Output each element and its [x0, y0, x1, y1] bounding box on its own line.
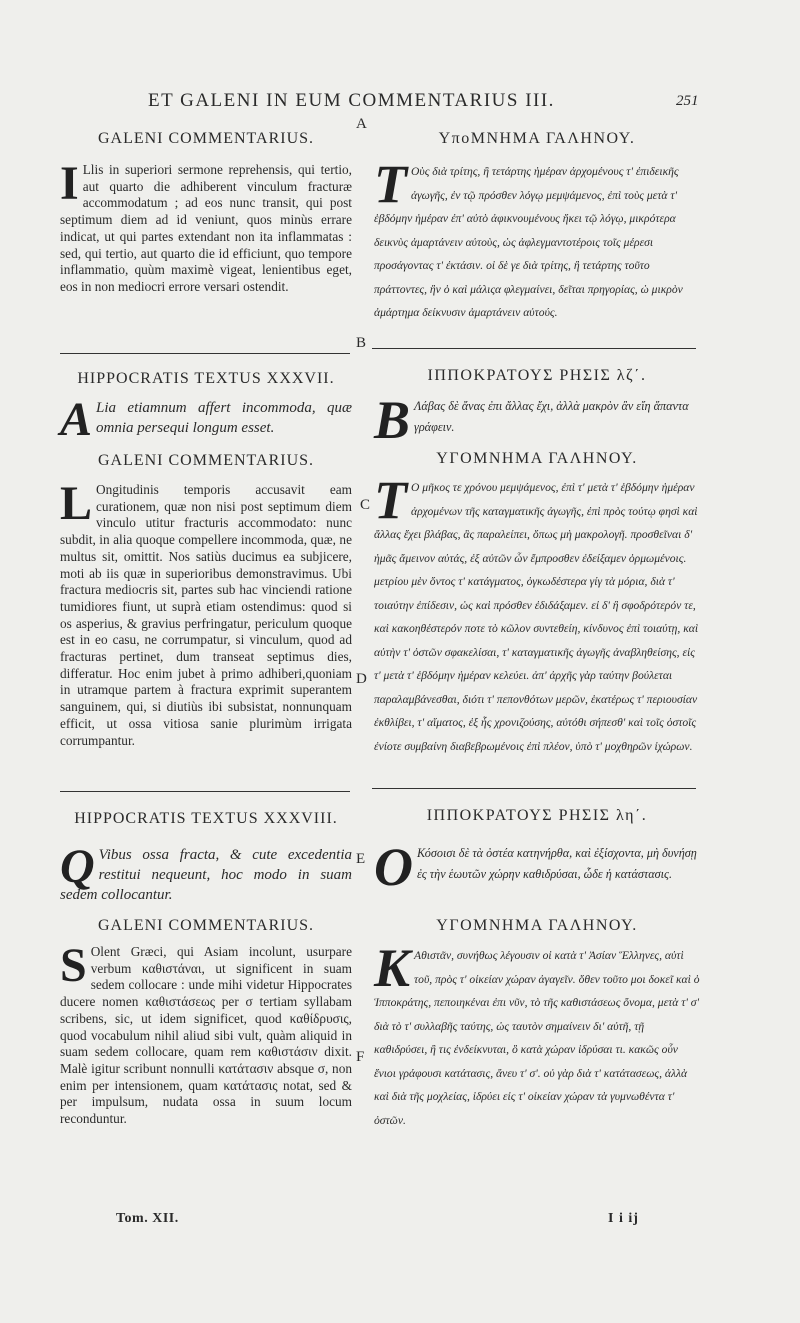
drop-cap: Q	[60, 840, 95, 893]
galeni-heading-2: GALENI COMMENTARIUS.	[97, 452, 315, 469]
galeni-commentary-3	[60, 939, 352, 1128]
drop-cap: Τ	[374, 154, 407, 214]
section-rule	[60, 353, 350, 354]
greek-commentary-2	[374, 470, 700, 758]
margin-letter-c: C	[360, 497, 371, 513]
margin-letter-f: F	[356, 1049, 365, 1065]
margin-letter-e: E	[356, 851, 366, 867]
margin-letter-a: A	[356, 116, 367, 132]
greek-heading-3: ΥΓΟΜΝΗΜΑ ΓΑΛΗΝΟΥ.	[436, 917, 638, 934]
running-title: ET GALENI IN EUM COMMENTARIUS III.	[148, 90, 555, 111]
hippocratis-heading-37: HIPPOCRATIS TEXTUS XXXVII.	[77, 370, 335, 387]
greek-heading-38: ΙΠΠΟΚΡΑΤΟΥΣ ΡΗΣΙΣ λη΄.	[426, 807, 648, 824]
drop-cap: Τ	[374, 470, 407, 530]
greek-heading-37: ΙΠΠΟΚΡΑΤΟΥΣ ΡΗΣΙΣ λζ΄.	[427, 367, 647, 384]
section-rule	[60, 791, 350, 792]
volume-footer: Tom. XII.	[116, 1211, 179, 1226]
hippocratis-text-37	[60, 393, 352, 446]
drop-cap: A	[60, 393, 93, 446]
galeni-heading-1: GALENI COMMENTARIUS.	[97, 130, 315, 147]
greek-text-38	[374, 837, 700, 897]
greek-text-37	[374, 390, 700, 450]
commentary-text: Αθιστᾶν, συνήθως λέγουσιν οἱ κατὰ τ' Ἀσίαν Ἕλληνες, αὐτὶ τοῦ, πρὸς τ' οἰκείαν χώραν ἀγαγεῖν. ὅθεν τοῦτο μοι δοκεῖ καὶ ὁ Ἱπποκράτης, πεποιηκέναι ἐπι νῦν, τὸ τῆς καθιστάσεως ὄνομα, μετὰ τ' σ' διὰ τὸ τ' συλλαβῆς ταύτης, ὡς ταυτὸν σημαίνειν δι' αὐτῆ, τῇ καθιδρύσει, ἢ τις ἐνδείκνυται, ὃ κατὰ χώραν ἱδρύσαι τι. κακῶς οὖν ἔνιοι γράφουσι κατάτασις, ἄνευ τ' σ'. οὐ γὰρ διὰ τ' κατάτασεως, ἀλλὰ καὶ διὰ τῆς μοχλείας, ἱδρύει εἰς τ' οἰκείαν χώραν τὰ γυμνωθέντα τ' ὀστῶν.	[374, 949, 700, 1127]
greek-commentary-3	[374, 938, 700, 1132]
greek-heading-1: ΥποΜΝΗΜΑ ΓΑΛΗΝΟΥ.	[438, 130, 636, 147]
signature-mark: I i ij	[608, 1211, 639, 1226]
commentary-text: Llis in superiori sermone reprehensis, qui tertio, aut quarto die adhiberent vinculum fracturæ accommodatum ; ad eos nunc transit, qui post septimum diem ad id veniunt, quos minùs errare indicat, ut qui partes extendant non ita inflammatas : sed, qui tertio, aut quarto die id efficiunt, quo tempore inflammatio, quùm maximè vigeat, lenientibus eget, eos in non mediocri errore versari ostendit.	[60, 162, 352, 294]
commentary-text: Ongitudinis temporis accusavit eam curationem, quæ non nisi post septimum diem vinculo utitur fracturis accommodato: nunc subdit, in alia quoque compellere incommoda, quæ, ne multus sit, omittit. Nos satiùs ducimus ea subjicere, moti ab iis quæ in superioribus demonstravimus. Ubi fractura mediocris sit, partes sub hac vinciendi ratione tumidiores fiunt, ut suprà etiam ostendimus: quod si os asperius, & gravius perfringatur, periculum quoque est in eo casu, ne corrumpatur, si vinculum, quod ad fracturas pertinet, dum transeat septimus dies, differatur. Hoc enim jubet à primo adhiberi,quoniam in utramque partem à fractura exprimit superantem sanguinem, qui, si diutiùs ibi subsistat, nonnunquam efficit, ut ossa vitiosa sanie plurimùm irrigata corrumpantur.	[60, 482, 352, 748]
page-number: 251	[676, 93, 699, 109]
drop-cap: Ο	[374, 837, 413, 897]
text: Κόσοισι δὲ τὰ ὀστέα κατηνήρθα, καὶ ἐξίσχοντα, μὴ δυνήσῃ ἐς τὴν ἑωυτῶν χώρην καθιδρύσαι, ὧδε ἡ κατάστασις.	[417, 846, 697, 881]
commentary-text: Ο μῆκος τε χρόνου μεμψάμενος, ἐπὶ τ' μετὰ τ' ἑβδόμην ἡμέραν ἀρχομένων τῆς καταγματικῆς ἀγωγῆς, ἐπὶ πρὸς τούτῳ φησὶ καὶ ἄλλας ἔχει βλάβας, ἃς παραλείπει, ὅπως μὴ μακρολογῆ. προσθεῖναι δ' ἡμᾶς ἄμεινον αὐτάς, ἐξ αὐτῶν ὧν ἔμπροσθεν ἐδείξαμεν ὁρμωμένοις. μετρίου μὲν ὄντος τ' κατάγματος, ὀγκωδέστερα γίγ τὰ μόρια, διὰ τ' τοιαύτην ἐπίδεσιν, ὡς καὶ πρόσθεν ἐδιδάξαμεν. εἰ δ' ἢ σφοδρότερόν τε, καὶ κακοηθέστερόν ποτε τὸ κῶλον συντεθείη, κίνδυνος ἐπὶ τοιαύτῃ, καὶ αὐτὴν τ' ὀστῶν σφακελίσαι, τ' καταγματικῆς ἀγωγῆς ἀναβληθείσης, εἰς τ' μετὰ τ' ἑβδόμην ἡμέραν κελεύει. ἀπ' ἀρχῆς γὰρ ταύτην βούλεται παραλαμβάνεσθαι, διότι τ' πεπονθότων μερῶν, ἑκατέρως τ' περιουσίαν ἐκθλίβει, τ' αἵματος, ἐξ ἧς χρονιζούσης, αὐτόθι σήπεσθ' καὶ τοῖς ὀστοῖς ἐνίοτε συμβαίνη διαβεβρωμένοις ἐπὶ πλέον, ὑπὸ τ' μοχθηρῶν ἰχώρων.	[374, 481, 699, 753]
galeni-heading-3: GALENI COMMENTARIUS.	[97, 917, 315, 934]
text: Lia etiamnum affert incommoda, quæ omnia persequi longum esset.	[96, 400, 352, 436]
margin-letter-d: D	[356, 671, 367, 687]
galeni-commentary-2	[60, 477, 352, 749]
commentary-text: Οὺς διὰ τρίτης, ἢ τετάρτης ἡμέραν ἀρχομένους τ' ἐπιδεικῆς ἀγωγῆς, ἐν τῷ πρόσθεν λόγῳ μεμψάμενος, ἐπὶ τοὺς μετὰ τ' ἑβδόμην ἡμέραν ἐπ' αὐτὸ ἀφικνουμένους ἥκει τῷ λόγῳ, μικρότερα δεικνὺς ἁμαρτάνειν αὐτοὺς, ὡς ἀφλεγμαντοτέροις τοῖς μέρεσι προσάγοντας τ' ἐκτάσιν. οἱ δὲ γε διὰ τρίτης, ἢ τετάρτης τοῦτο πράττοντες, ἣν ὁ καὶ μάλιςα φλεγμαίνει, δεῖται πρηγορίας, ὡ μικρὸν ἁμάρτημα δείκνυσιν ἁμαρτάνειν αὐτούς.	[374, 165, 683, 319]
margin-letter-b: B	[356, 335, 367, 351]
greek-commentary-1	[374, 154, 700, 325]
commentary-text: Olent Græci, qui Asiam incolunt, usurpare verbum καθιστάναι, ut significent in suam sedem collocare : unde mihi videtur Hippocrates ducere nomen καθιστάσεως per σ tertiam syllabam scribens, sic, ut idem significet, quod καθίδρυσις, quod vocabulum nihil aliud sibi vult, quàm aliquid in suam sedem collocare, quam rem καθιστάσιν dixit. Malè igitur scribunt nonnulli κατάτασιν absque σ, non enim per intensionem, quam κατάτασις notat, sed & per impulsum, nudata ossa in suum locum reconduntur.	[60, 944, 352, 1127]
hippocratis-heading-38: HIPPOCRATIS TEXTUS XXXVIII.	[74, 810, 338, 827]
galeni-commentary-1	[60, 157, 352, 296]
section-rule	[372, 788, 696, 789]
section-rule	[372, 348, 696, 349]
text: Λάβας δὲ ἄνας ἐπι ἄλλας ἔχι, ἀλλὰ μακρὸν ἂν εἴη ἅπαντα γράφειν.	[414, 399, 689, 434]
drop-cap: Κ	[374, 938, 411, 998]
drop-cap: Β	[374, 390, 411, 450]
drop-cap: L	[60, 477, 93, 530]
drop-cap: I	[60, 157, 79, 210]
hippocratis-text-38	[60, 840, 352, 905]
text: Vibus ossa fracta, & cute excedentia restitui nequeunt, hoc modo in suam sedem collocantur.	[60, 847, 352, 903]
greek-heading-2: ΥΓΟΜΝΗΜΑ ΓΑΛΗΝΟΥ.	[436, 450, 638, 467]
drop-cap: S	[60, 939, 87, 992]
